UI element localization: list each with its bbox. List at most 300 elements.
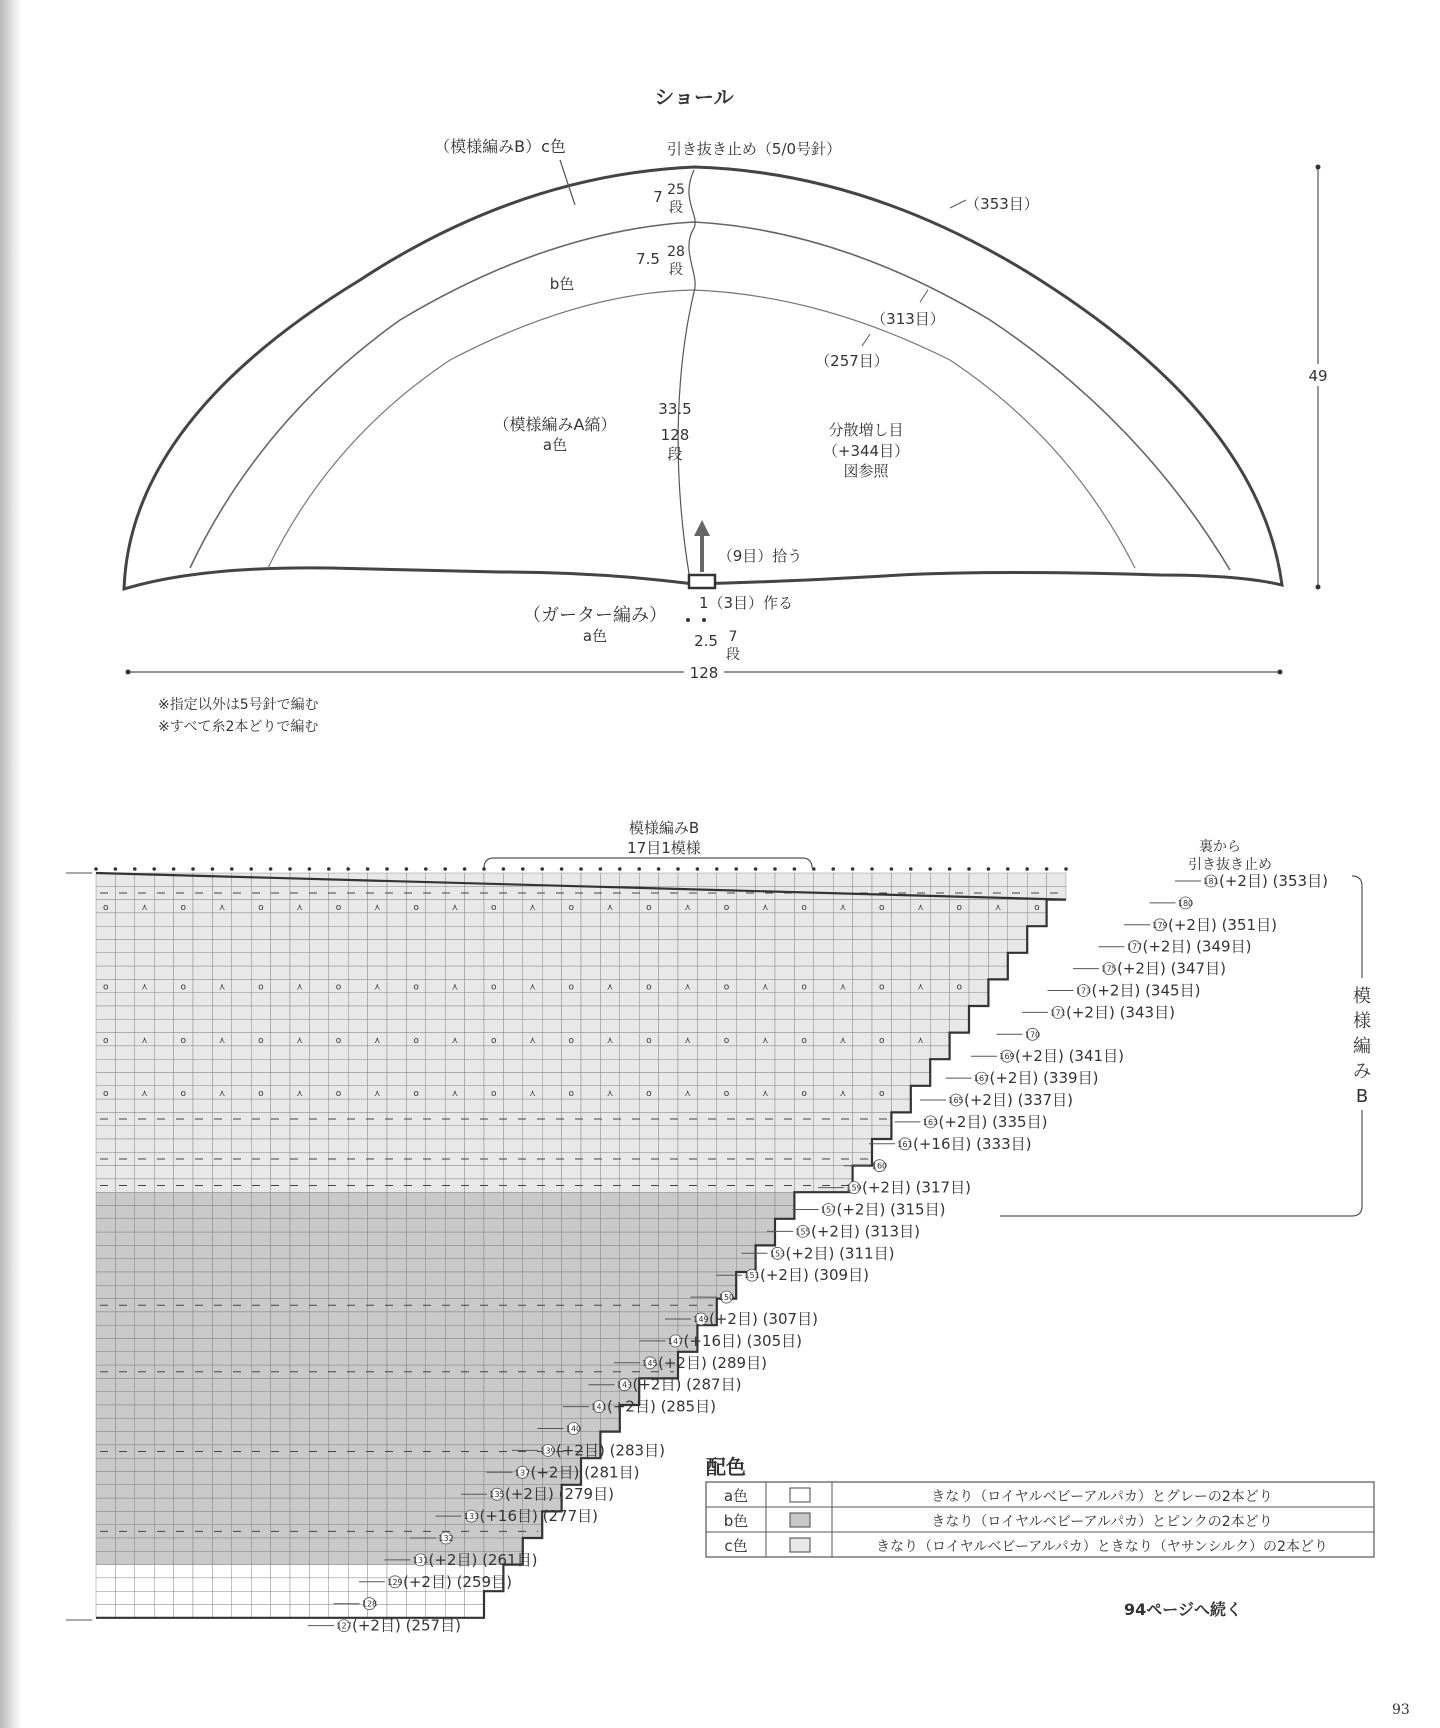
chart-cell <box>212 1405 231 1418</box>
stitch-symbol: ⋏ <box>917 902 924 913</box>
row-increase-label: (+2目) (285目) <box>607 1397 716 1416</box>
chart-cell <box>348 1565 367 1578</box>
chart-cell <box>329 913 348 926</box>
chart-cell <box>678 1059 697 1072</box>
chart-cell <box>348 1405 367 1418</box>
chart-cell <box>600 1139 619 1152</box>
chart-cell <box>562 1285 581 1298</box>
chart-cell <box>193 1006 212 1019</box>
chart-cell <box>271 913 290 926</box>
chart-cell <box>736 1019 755 1032</box>
chart-cell <box>484 1073 503 1086</box>
chart-cell <box>562 1392 581 1405</box>
chart-cell <box>930 966 949 979</box>
chart-cell <box>368 1285 387 1298</box>
chart-cell <box>659 1033 678 1046</box>
chart-cell <box>853 1126 872 1139</box>
chart-cell <box>329 940 348 953</box>
chart-cell <box>290 1206 309 1219</box>
chart-cell <box>290 1418 309 1431</box>
chart-cell <box>387 993 406 1006</box>
bindoff-dot <box>463 867 467 871</box>
chart-cell <box>135 1339 154 1352</box>
chart-cell <box>348 1139 367 1152</box>
chart-cell <box>251 1166 270 1179</box>
stitch-symbol: o <box>413 1035 419 1046</box>
row-number: 175 <box>1101 964 1117 974</box>
chart-cell <box>445 1325 464 1338</box>
chart-cell <box>193 1511 212 1524</box>
chart-cell <box>271 1006 290 1019</box>
stitch-symbol: ⋏ <box>762 902 769 913</box>
chart-cell <box>232 1565 251 1578</box>
chart-cell <box>174 1019 193 1032</box>
chart-cell <box>212 1059 231 1072</box>
chart-cell <box>135 1325 154 1338</box>
chart-cell <box>115 1339 134 1352</box>
chart-cell <box>659 1059 678 1072</box>
chart-cell <box>639 1285 658 1298</box>
chart-cell <box>115 900 134 913</box>
chart-cell <box>193 1418 212 1431</box>
chart-cell <box>271 1591 290 1604</box>
stitch-symbol: o <box>102 902 109 913</box>
chart-cell <box>659 1259 678 1272</box>
stitch-symbol: ⋏ <box>218 902 226 913</box>
stitch-symbol: o <box>258 1035 264 1046</box>
chart-cell <box>232 1192 251 1205</box>
chart-cell <box>309 1605 328 1618</box>
chart-cell <box>523 1099 542 1112</box>
chart-cell <box>756 873 775 886</box>
chart-cell <box>484 1126 503 1139</box>
chart-cell <box>174 1392 193 1405</box>
chart-cell <box>717 1259 736 1272</box>
bindoff-dot <box>890 867 894 871</box>
row-number: 131 <box>412 1555 429 1565</box>
chart-cell <box>523 1206 542 1219</box>
chart-cell <box>678 966 697 979</box>
bindoff-dot <box>773 867 777 871</box>
chart-cell <box>659 953 678 966</box>
chart-cell <box>271 1219 290 1232</box>
bindoff-dot <box>948 867 952 871</box>
chart-cell <box>445 1418 464 1431</box>
chart-cell <box>872 993 891 1006</box>
bindoff-dot <box>211 867 215 871</box>
chart-cell <box>368 1458 387 1471</box>
chart-cell <box>290 1192 309 1205</box>
stitch-symbol: o <box>801 1089 807 1100</box>
chart-cell <box>562 1312 581 1325</box>
chart-cell <box>814 926 833 939</box>
chart-cell <box>212 1352 231 1365</box>
chart-cell <box>174 1432 193 1445</box>
chart-cell <box>96 1046 115 1059</box>
shawl-schematic <box>124 85 1334 682</box>
chart-cell <box>251 1245 270 1258</box>
chart-cell <box>581 1339 600 1352</box>
chart-cell <box>853 913 872 926</box>
chart-cell <box>911 1006 930 1019</box>
chart-cell <box>271 979 290 992</box>
chart-cell <box>872 940 891 953</box>
chart-cell <box>135 1166 154 1179</box>
chart-cell <box>503 1126 522 1139</box>
bindoff-dot <box>366 867 370 871</box>
chart-cell <box>853 1046 872 1059</box>
chart-cell <box>154 953 173 966</box>
chart-cell <box>193 1378 212 1391</box>
chart-cell <box>891 1033 910 1046</box>
chart-cell <box>523 993 542 1006</box>
chart-cell <box>600 1418 619 1431</box>
row-number: 135 <box>489 1490 505 1500</box>
bindoff-dot <box>928 867 932 871</box>
chart-cell <box>872 926 891 939</box>
chart-cell <box>271 1245 290 1258</box>
chart-cell <box>542 1259 561 1272</box>
chart-cell <box>465 1126 484 1139</box>
chart-cell <box>154 1511 173 1524</box>
section-label-char: 模 <box>1353 986 1371 1007</box>
chart-cell <box>736 1006 755 1019</box>
chart-cell <box>290 1485 309 1498</box>
chart-cell <box>193 1325 212 1338</box>
top-rows-count: 25 <box>667 182 685 198</box>
chart-cell <box>678 1166 697 1179</box>
chart-cell <box>445 1312 464 1325</box>
bindoff-dot <box>831 867 835 871</box>
chart-cell <box>174 1551 193 1564</box>
chart-cell <box>794 913 813 926</box>
bindoff-dot <box>94 867 98 871</box>
chart-cell <box>620 1259 639 1272</box>
chart-cell <box>736 913 755 926</box>
bindoff-dot <box>1045 867 1049 871</box>
chart-cell <box>678 940 697 953</box>
chart-cell <box>445 1339 464 1352</box>
chart-cell <box>581 940 600 953</box>
chart-cell <box>542 1086 561 1099</box>
chart-cell <box>115 1285 134 1298</box>
chart-cell <box>348 1392 367 1405</box>
chart-cell <box>174 1405 193 1418</box>
chart-cell <box>387 1285 406 1298</box>
chart-cell <box>212 1392 231 1405</box>
chart-cell <box>309 1166 328 1179</box>
row-increase-label: (+2目) (309目) <box>760 1266 869 1285</box>
chart-cell <box>368 1126 387 1139</box>
color-table <box>706 1455 1374 1557</box>
chart-cell <box>814 966 833 979</box>
chart-cell <box>406 966 425 979</box>
stitch-symbol: o <box>878 982 885 993</box>
chart-cell <box>639 1099 658 1112</box>
chart-cell <box>135 1565 154 1578</box>
chart-cell <box>988 926 1007 939</box>
chart-cell <box>115 1325 134 1338</box>
chart-cell <box>1008 873 1027 886</box>
chart-cell <box>639 1245 658 1258</box>
row-increase-label: (+2目) (289目) <box>658 1353 767 1372</box>
chart-cell <box>814 1006 833 1019</box>
chart-cell <box>271 1605 290 1618</box>
chart-cell <box>174 1126 193 1139</box>
chart-cell <box>290 1073 309 1086</box>
pickup-arrow-head <box>694 520 710 536</box>
chart-cell <box>426 1245 445 1258</box>
chart-cell <box>290 1339 309 1352</box>
chart-cell <box>891 926 910 939</box>
bindoff-dot <box>540 867 544 871</box>
row-number: 161 <box>897 1139 913 1149</box>
stitch-symbol: ⋏ <box>917 982 924 993</box>
chart-cell <box>988 873 1007 886</box>
bindoff-dot <box>191 867 195 871</box>
chart-cell <box>445 1259 464 1272</box>
chart-cell <box>542 1206 561 1219</box>
chart-cell <box>620 1019 639 1032</box>
chart-cell <box>562 1219 581 1232</box>
chart-cell <box>135 1099 154 1112</box>
chart-cell <box>697 1059 716 1072</box>
chart-cell <box>465 1352 484 1365</box>
chart-cell <box>309 1259 328 1272</box>
bindoff-note-2: 引き抜き止め <box>1188 857 1272 873</box>
chart-cell <box>174 953 193 966</box>
chart-cell <box>96 940 115 953</box>
chart-cell <box>542 1405 561 1418</box>
chart-cell <box>271 1259 290 1272</box>
chart-cell <box>562 1019 581 1032</box>
chart-cell <box>465 1086 484 1099</box>
chart-cell <box>135 1418 154 1431</box>
stitch-symbol: ⋏ <box>529 1089 536 1100</box>
row-increase-label: (+2目) (307目) <box>709 1310 818 1328</box>
row-number: 137 <box>514 1468 531 1478</box>
chart-cell <box>678 1219 697 1232</box>
chart-cell <box>115 966 134 979</box>
chart-cell <box>309 1511 328 1524</box>
chart-cell <box>329 926 348 939</box>
chart-cell <box>348 1272 367 1285</box>
chart-cell <box>96 1485 115 1498</box>
chart-cell <box>581 1099 600 1112</box>
chart-cell <box>193 1219 212 1232</box>
chart-cell <box>212 1206 231 1219</box>
chart-cell <box>271 1551 290 1564</box>
chart-cell <box>426 1378 445 1391</box>
chart-cell <box>697 1192 716 1205</box>
chart-cell <box>368 1418 387 1431</box>
chart-cell <box>406 1073 425 1086</box>
chart-cell <box>232 1432 251 1445</box>
chart-cell <box>814 1126 833 1139</box>
chart-cell <box>193 940 212 953</box>
chart-cell <box>135 953 154 966</box>
chart-cell <box>174 1511 193 1524</box>
chart-cell <box>193 1073 212 1086</box>
chart-cell <box>154 993 173 1006</box>
chart-cell <box>154 1378 173 1391</box>
chart-cell <box>426 1432 445 1445</box>
chart-cell <box>736 966 755 979</box>
chart-cell <box>523 1006 542 1019</box>
chart-cell <box>406 1245 425 1258</box>
row-number: 170 <box>1024 1030 1041 1040</box>
chart-cell <box>154 979 173 992</box>
bindoff-note-1: 裏から <box>1199 839 1241 855</box>
chart-cell <box>523 1046 542 1059</box>
chart-cell <box>697 953 716 966</box>
chart-cell <box>290 1019 309 1032</box>
chart-cell <box>96 1019 115 1032</box>
chart-cell <box>523 1339 542 1352</box>
chart-cell <box>465 1099 484 1112</box>
chart-cell <box>232 1219 251 1232</box>
chart-cell <box>950 993 969 1006</box>
chart-cell <box>426 979 445 992</box>
chart-cell <box>329 1046 348 1059</box>
chart-cell <box>756 913 775 926</box>
chart-cell <box>484 1339 503 1352</box>
garter-label: （ガーター編み） <box>523 605 667 626</box>
chart-cell <box>659 900 678 913</box>
chart-cell <box>639 1046 658 1059</box>
stitch-count-257: （257目） <box>815 352 889 370</box>
chart-cell <box>174 1485 193 1498</box>
chart-cell <box>620 1086 639 1099</box>
chart-cell <box>271 940 290 953</box>
chart-cell <box>445 993 464 1006</box>
chart-cell <box>309 1458 328 1471</box>
chart-cell <box>639 993 658 1006</box>
chart-cell <box>271 1578 290 1591</box>
chart-cell <box>484 1472 503 1485</box>
chart-cell <box>717 1046 736 1059</box>
chart-cell <box>639 1192 658 1205</box>
chart-cell <box>523 1019 542 1032</box>
chart-cell <box>426 1511 445 1524</box>
chart-cell <box>794 1099 813 1112</box>
chart-cell <box>406 1206 425 1219</box>
chart-cell <box>639 1232 658 1245</box>
bindoff-dot <box>987 867 991 871</box>
chart-cell <box>872 1073 891 1086</box>
chart-cell <box>562 993 581 1006</box>
chart-cell <box>271 1166 290 1179</box>
bindoff-dot <box>696 867 700 871</box>
chart-cell <box>368 1006 387 1019</box>
row-number: 139 <box>540 1446 556 1456</box>
chart-cell <box>853 1139 872 1152</box>
chart-cell <box>678 953 697 966</box>
chart-cell <box>309 1405 328 1418</box>
stitch-symbol: o <box>568 1035 575 1046</box>
chart-cell <box>406 1006 425 1019</box>
chart-cell <box>503 1392 522 1405</box>
chart-cell <box>406 1472 425 1485</box>
chart-cell <box>775 1139 794 1152</box>
chart-cell <box>406 926 425 939</box>
chart-cell <box>115 1432 134 1445</box>
chart-cell <box>348 1232 367 1245</box>
chart-cell <box>251 1046 270 1059</box>
chart-cell <box>775 1126 794 1139</box>
chart-cell <box>251 873 270 886</box>
chart-cell <box>833 966 852 979</box>
chart-cell <box>135 1405 154 1418</box>
chart-cell <box>600 1325 619 1338</box>
chart-cell <box>503 1046 522 1059</box>
chart-cell <box>290 1605 309 1618</box>
chart-cell <box>309 1565 328 1578</box>
chart-cell <box>465 1538 484 1551</box>
chart-cell <box>814 940 833 953</box>
chart-cell <box>232 1006 251 1019</box>
chart-cell <box>232 1272 251 1285</box>
chart-cell <box>523 926 542 939</box>
chart-cell <box>135 1073 154 1086</box>
chart-cell <box>329 1232 348 1245</box>
stitch-symbol: o <box>180 1035 187 1046</box>
chart-cell <box>115 1405 134 1418</box>
chart-cell <box>329 1285 348 1298</box>
chart-cell <box>135 1139 154 1152</box>
chart-cell <box>775 993 794 1006</box>
chart-cell <box>251 1259 270 1272</box>
chart-cell <box>484 1405 503 1418</box>
chart-cell <box>697 1272 716 1285</box>
chart-cell <box>154 1498 173 1511</box>
stitch-symbol: o <box>956 982 963 993</box>
chart-cell <box>406 1498 425 1511</box>
chart-cell <box>969 940 988 953</box>
chart-cell <box>193 1458 212 1471</box>
chart-cell <box>290 1578 309 1591</box>
chart-cell <box>329 1458 348 1471</box>
stitch-symbol: ⋏ <box>606 1035 614 1046</box>
chart-cell <box>620 1006 639 1019</box>
chart-cell <box>620 900 639 913</box>
chart-cell <box>562 1259 581 1272</box>
chart-cell <box>387 1312 406 1325</box>
chart-cell <box>911 873 930 886</box>
chart-cell <box>600 1046 619 1059</box>
chart-cell <box>736 979 755 992</box>
chart-cell <box>193 1019 212 1032</box>
chart-cell <box>833 953 852 966</box>
chart-cell <box>387 1458 406 1471</box>
chart-cell <box>678 1206 697 1219</box>
chart-cell <box>193 1405 212 1418</box>
chart-cell <box>833 1019 852 1032</box>
chart-cell <box>562 926 581 939</box>
chart-cell <box>445 1006 464 1019</box>
chart-cell <box>329 1605 348 1618</box>
chart-cell <box>503 940 522 953</box>
chart-cell <box>368 1325 387 1338</box>
chart-cell <box>387 1551 406 1564</box>
chart-cell <box>542 1059 561 1072</box>
chart-cell <box>775 953 794 966</box>
chart-cell <box>193 953 212 966</box>
continue-note: 94ページへ続く <box>1124 1600 1242 1619</box>
chart-cell <box>406 1378 425 1391</box>
chart-cell <box>96 1418 115 1431</box>
chart-cell <box>911 1019 930 1032</box>
